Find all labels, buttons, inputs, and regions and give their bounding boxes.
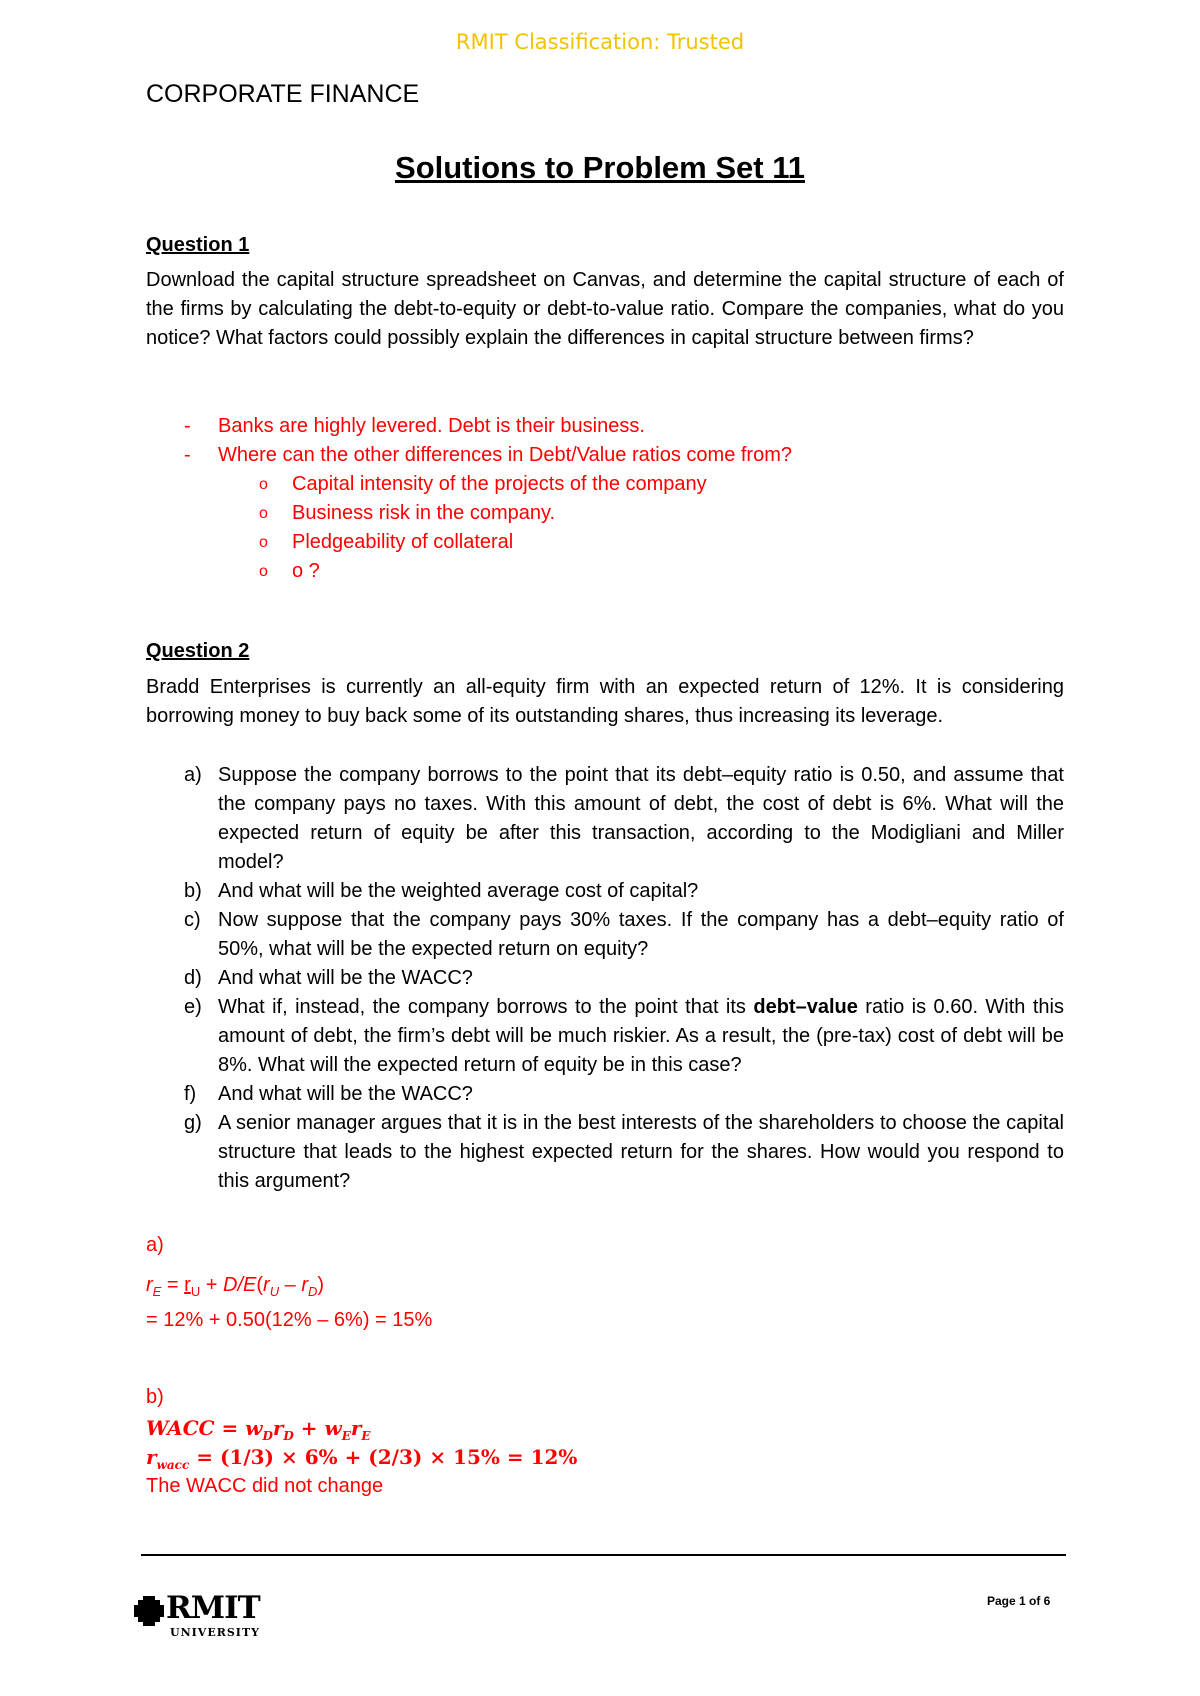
dash-marker: -: [184, 415, 191, 437]
operator: –: [279, 1274, 302, 1296]
circle-marker: o: [259, 505, 268, 522]
symbol: r: [146, 1274, 153, 1296]
operator: +: [293, 1416, 325, 1440]
course-title: CORPORATE FINANCE: [146, 80, 420, 108]
symbol: WACC: [146, 1416, 215, 1440]
subscript: E: [361, 1429, 371, 1443]
question-1-heading: Question 1: [146, 234, 250, 256]
item-text-before: What if, instead, the company borrows to the point that its: [218, 996, 754, 1018]
operator: =: [214, 1416, 246, 1440]
list-item: [146, 1109, 1064, 1196]
item-text: Now suppose that the company pays 30% taxes. If the company has a debt–equity ratio of 50%, what will be the expected return on equity?: [218, 909, 1064, 960]
rmit-pixel-mark-icon: [134, 1596, 164, 1626]
item-text: And what will be the weighted average cost of capital?: [218, 880, 699, 902]
item-letter: c): [184, 909, 201, 931]
item-bold-term: debt–value: [753, 996, 858, 1018]
circle-marker: o: [259, 563, 268, 580]
answer-a-calculation: = 12% + 0.50(12% – 6%) = 15%: [146, 1309, 433, 1331]
footer-rule: [141, 1554, 1066, 1556]
item-letter: d): [184, 967, 202, 989]
symbol: r: [350, 1416, 362, 1440]
answer-a-label: a): [146, 1234, 164, 1256]
subscript: U: [269, 1284, 280, 1299]
symbol: w: [324, 1416, 342, 1440]
calculation: = (1/3) × 6% + (2/3) × 15% = 12%: [189, 1445, 578, 1469]
item-text: And what will be the WACC?: [218, 967, 473, 989]
operator: +: [200, 1274, 223, 1296]
item-letter: f): [184, 1083, 197, 1105]
list-item: [146, 1080, 1064, 1109]
subscript: U: [190, 1284, 201, 1299]
subscript: D: [262, 1429, 273, 1443]
symbol: D/E: [223, 1274, 257, 1296]
symbol: r: [272, 1416, 284, 1440]
question-2-heading: Question 2: [146, 640, 250, 662]
subscript: wacc: [156, 1458, 190, 1472]
operator: (: [256, 1274, 264, 1296]
answer-sub-bullet: Pledgeability of collateral: [292, 531, 514, 553]
circle-marker: o: [259, 534, 268, 551]
item-text-after: ratio is 0.60. With this amount of debt, the firm’s debt will be much riskier. As a result, the (pre-tax) cost of debt will be 8%. What will the expected return of equity be in this case?: [218, 996, 1064, 1076]
subscript: D: [283, 1429, 294, 1443]
symbol: r: [184, 1274, 191, 1296]
answer-b-label: b): [146, 1386, 164, 1408]
document-title: Solutions to Problem Set 11: [395, 150, 805, 185]
question-2-parts: [146, 761, 1064, 1196]
subscript: D: [308, 1284, 318, 1299]
circle-marker: o: [259, 476, 268, 493]
list-item: [146, 877, 1064, 906]
answer-bullet: Where can the other differences in Debt/Value ratios come from?: [218, 444, 792, 466]
symbol: r: [301, 1274, 308, 1296]
rmit-logo: [134, 1592, 264, 1642]
operator: ): [317, 1274, 325, 1296]
item-text: Suppose the company borrows to the point that its debt–equity ratio is 0.50, and assume that the company pays no taxes. With this amount of debt, the cost of debt is 6%. What will the expected return of equity be after this transaction, according to the Modigliani and Miller model?: [218, 764, 1064, 873]
list-item: [146, 906, 1064, 964]
answer-sub-bullet: o ?: [292, 560, 320, 582]
dash-marker: -: [184, 444, 191, 466]
subscript: E: [152, 1284, 162, 1299]
symbol: w: [245, 1416, 263, 1440]
question-2-intro: Bradd Enterprises is currently an all-equity firm with an expected return of 12%. It is considering borrowing money to buy back some of its outstanding shares, thus increasing its leverage.: [146, 676, 1064, 727]
question-1-text: Download the capital structure spreadsheet on Canvas, and determine the capital structure of each of the firms by calculating the debt-to-equity or debt-to-value ratio. Compare the companies, what do you notice? What factors could possibly explain the differences in capital structure between firms?: [146, 269, 1064, 349]
symbol: r: [146, 1445, 157, 1469]
logo-subtitle: UNIVERSITY: [170, 1626, 260, 1639]
answer-b-note: The WACC did not change: [146, 1475, 384, 1497]
operator: =: [161, 1274, 185, 1296]
item-text: A senior manager argues that it is in the best interests of the shareholders to choose the capital structure that leads to the highest expected return for the shares. How would you respond to this argument?: [218, 1112, 1064, 1192]
list-item: [146, 993, 1064, 1080]
answer-bullet: Banks are highly levered. Debt is their business.: [218, 415, 645, 437]
subscript: E: [341, 1429, 351, 1443]
symbol: r: [263, 1274, 270, 1296]
logo-wordmark: RMIT: [166, 1590, 260, 1626]
list-item: [146, 761, 1064, 877]
item-letter: a): [184, 764, 202, 786]
list-item: [146, 964, 1064, 993]
page-number: Page 1 of 6: [987, 1594, 1051, 1608]
answer-sub-bullet: Capital intensity of the projects of the company: [292, 473, 707, 495]
item-letter: e): [184, 996, 202, 1018]
item-text: And what will be the WACC?: [218, 1083, 473, 1105]
answer-a-formula: [146, 1271, 324, 1306]
answer-sub-bullet: Business risk in the company.: [292, 502, 556, 524]
item-letter: g): [184, 1112, 202, 1134]
classification-label: RMIT Classification: Trusted: [455, 30, 745, 54]
item-letter: b): [184, 880, 202, 902]
